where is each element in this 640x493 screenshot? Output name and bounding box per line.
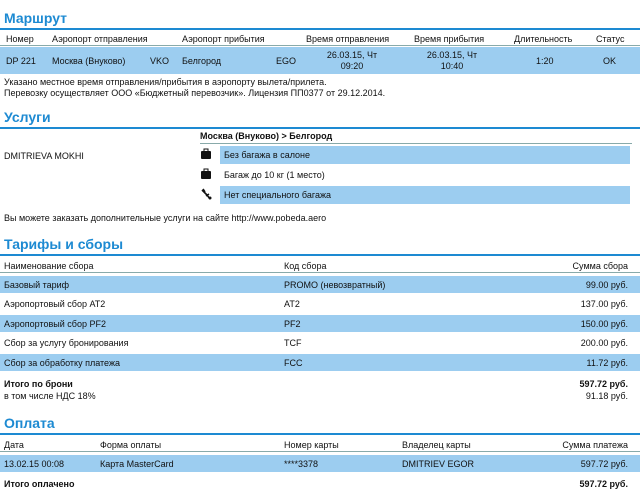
bag-icon: [200, 168, 212, 180]
fee-code: AT2: [284, 299, 300, 309]
fee-code: PROMO (невозвратный): [284, 280, 386, 290]
fee-name: Базовый тариф: [4, 280, 70, 290]
fees-divider: [0, 254, 640, 256]
fee-name: Сбор за услугу бронирования: [4, 338, 129, 348]
payment-total-amount: 597.72 руб.: [579, 479, 628, 489]
payment-header-holder: Владелец карты: [402, 440, 471, 450]
services-note: Вы можете заказать дополнительные услуги на сайте http://www.pobeda.aero: [4, 213, 327, 223]
services-divider: [0, 127, 640, 129]
fees-total-label: Итого по брони: [4, 379, 73, 389]
fees-vat-label: в том числе НДС 18%: [4, 391, 96, 401]
route-arr-code: EGO: [276, 56, 297, 66]
route-header-dep-time: Время отправления: [306, 34, 390, 44]
fee-code: FCC: [284, 358, 303, 368]
fees-section-title: Тарифы и сборы: [0, 234, 640, 254]
payment-header-date: Дата: [4, 440, 24, 450]
route-section-title: Маршрут: [0, 8, 640, 28]
route-dep-time: 09:20: [340, 61, 364, 71]
fee-name: Сбор за обработку платежа: [4, 358, 120, 368]
fee-row: [0, 315, 640, 332]
fees-total-amount: 597.72 руб.: [579, 379, 628, 389]
route-note-carrier: Перевозку осуществляет ООО «Бюджетный перевозчик». Лицензия ПП0377 от 29.12.2014.: [4, 88, 386, 98]
route-header-dep-airport: Аэропорт отправления: [52, 34, 148, 44]
fee-row: [0, 295, 640, 312]
service-item-no-special-baggage: Нет специального багажа: [220, 186, 630, 204]
route-arr-airport: Белгород: [182, 56, 222, 66]
route-dep-date: 26.03.15, Чт: [326, 50, 378, 60]
payment-divider: [0, 433, 640, 435]
fees-vat-amount: 91.18 руб.: [585, 391, 628, 401]
fee-amount: 99.00 руб.: [585, 280, 628, 290]
fee-name: Аэропортовый сбор AT2: [4, 299, 106, 309]
route-header-number: Номер: [6, 34, 34, 44]
route-dep-code: VKO: [150, 56, 170, 66]
fees-header-amount: Сумма сбора: [572, 261, 628, 271]
service-item-no-cabin-bag: Без багажа в салоне: [220, 146, 630, 164]
services-section-title: Услуги: [0, 107, 640, 127]
payment-method: Карта MasterCard: [100, 459, 174, 469]
payment-amount: 597.72 руб.: [580, 459, 628, 469]
payment-header-row: [0, 437, 640, 452]
route-note-time: Указано местное время отправления/прибытия в аэропорту вылета/прилета.: [4, 77, 327, 87]
fee-amount: 137.00 руб.: [580, 299, 628, 309]
fee-amount: 150.00 руб.: [580, 319, 628, 329]
fee-amount: 200.00 руб.: [580, 338, 628, 348]
route-header-status: Статус: [596, 34, 625, 44]
fees-header-name: Наименование сбора: [4, 261, 94, 271]
service-item-baggage-10kg: Багаж до 10 кг (1 место): [224, 170, 325, 180]
fees-header-code: Код сбора: [284, 261, 327, 271]
route-row: [0, 47, 640, 74]
route-header-arr-time: Время прибытия: [414, 34, 485, 44]
route-arr-time: 10:40: [440, 61, 464, 71]
fee-name: Аэропортовый сбор PF2: [4, 319, 106, 329]
fee-row: [0, 334, 640, 351]
special-baggage-icon: [200, 188, 212, 200]
services-passenger: DMITRIEVA MOKHI: [4, 151, 84, 161]
payment-header-card: Номер карты: [284, 440, 339, 450]
fee-code: PF2: [284, 319, 301, 329]
route-duration: 1:20: [536, 56, 554, 66]
route-arr-date: 26.03.15, Чт: [426, 50, 478, 60]
fee-row: [0, 354, 640, 371]
payment-section-title: Оплата: [0, 413, 640, 433]
services-segment: Москва (Внуково) > Белгород: [200, 131, 333, 141]
bag-icon: [200, 148, 212, 160]
route-header-arr-airport: Аэропорт прибытия: [182, 34, 265, 44]
payment-total-label: Итого оплачено: [4, 479, 75, 489]
payment-card-number: ****3378: [284, 459, 319, 469]
route-number: DP 221: [6, 56, 36, 66]
route-dep-airport: Москва (Внуково): [52, 56, 126, 66]
payment-header-amount: Сумма платежа: [562, 440, 628, 450]
fee-code: TCF: [284, 338, 302, 348]
payment-row: [0, 455, 640, 472]
payment-header-method: Форма оплаты: [100, 440, 162, 450]
services-segment-underline: [200, 143, 632, 144]
fee-row: [0, 276, 640, 293]
payment-card-holder: DMITRIEV EGOR: [402, 459, 475, 469]
route-header-duration: Длительность: [514, 34, 573, 44]
fees-header-row: [0, 258, 640, 273]
route-status: OK: [603, 56, 617, 66]
route-divider: [0, 28, 640, 30]
payment-date: 13.02.15 00:08: [4, 459, 65, 469]
route-header-row: [0, 32, 640, 46]
fee-amount: 11.72 руб.: [586, 358, 628, 368]
